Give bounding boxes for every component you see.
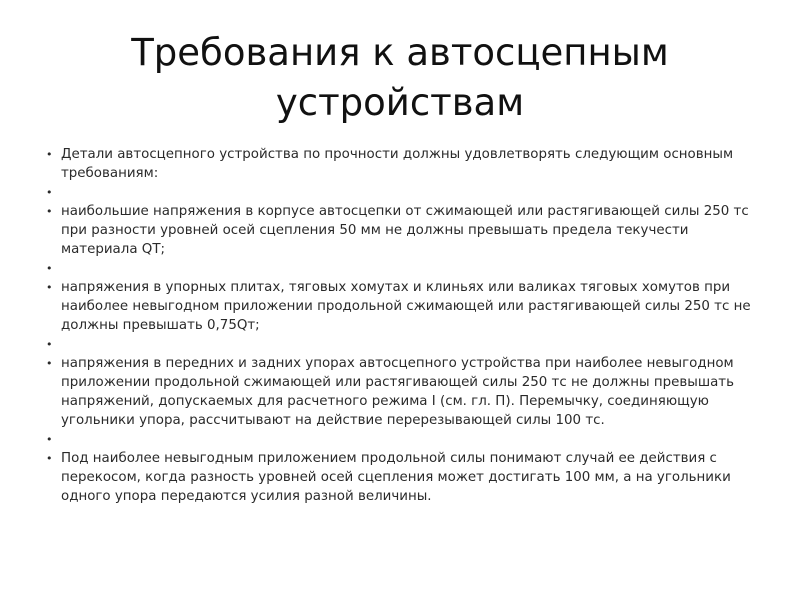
bullet-item (44, 145, 756, 183)
bullet-dot-icon: • (46, 433, 53, 446)
bullet-item (44, 278, 756, 335)
bullet-text: Детали автосцепного устройства по прочности должны удовлетворять следующим основным требованиям: (61, 147, 734, 181)
bullet-item (44, 202, 756, 259)
bullet-list (44, 145, 756, 506)
bullet-dot-icon: • (46, 281, 53, 294)
slide-title: Требования к автосцепным устройствам (131, 31, 669, 124)
bullet-item (44, 430, 756, 449)
bullet-dot-icon: • (46, 357, 53, 370)
bullet-dot-icon: • (46, 205, 53, 218)
bullet-dot-icon: • (46, 262, 53, 275)
bullet-item (44, 449, 756, 506)
bullet-text: Под наиболее невыгодным приложением продольной силы понимают случай ее действия с перекосом, когда разность уровней осей сцепления может достигать 100 мм, а на угольники одного упора передаются усилия разной величины. (61, 451, 731, 504)
bullet-dot-icon: • (46, 338, 53, 351)
bullet-text: напряжения в упорных плитах, тяговых хомутах и клиньях или валиках тяговых хомутов при наиболее невыгодном приложении продольной сжимающей или растягивающей силы 250 тс не должны превышать 0,75Qт; (61, 280, 751, 333)
bullet-dot-icon: • (46, 452, 53, 465)
bullet-dot-icon: • (46, 148, 53, 161)
bullet-item (44, 183, 756, 202)
bullet-text: напряжения в передних и задних упорах автосцепного устройства при наиболее невыгодном приложении продольной сжимающей или растягивающей силы 250 тс не должны превышать напряжений, допускаемых для расчетного режима I (см. гл. П). Перемычку, соединяющую угольники упора, рассчитывают на действие перерезывающей силы 100 тс. (61, 356, 734, 428)
bullet-item (44, 259, 756, 278)
bullet-item (44, 335, 756, 354)
bullet-item (44, 354, 756, 430)
bullet-dot-icon: • (46, 186, 53, 199)
bullet-text: наибольшие напряжения в корпусе автосцепки от сжимающей или растягивающей силы 250 тс при разности уровней осей сцепления 50 мм не должны превышать предела текучести материала QT; (61, 204, 749, 257)
